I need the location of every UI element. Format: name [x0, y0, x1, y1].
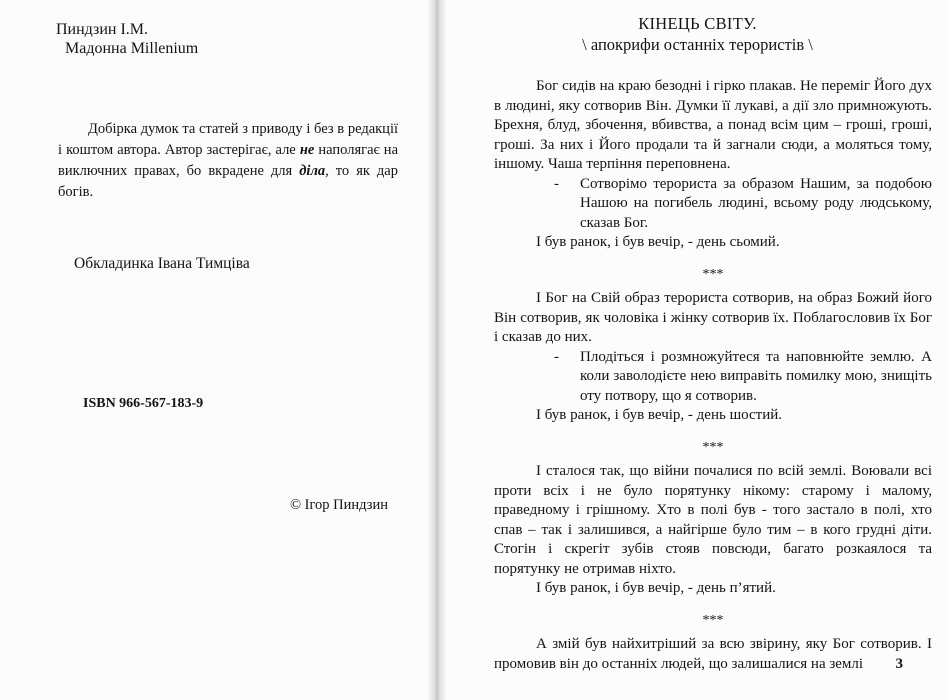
cover-credit: Обкладинка Івана Тимціва: [74, 255, 250, 272]
description-text-end: , то як дар богів.: [58, 163, 398, 200]
description-emphasis-deed: діла: [299, 163, 326, 179]
paragraph-3: І сталося так, що війни почалися по всій землі. Воювали всі проти всіх і не було порятунку нікому: старому і малому, праведному і грішному. Хто в полі був - того застало в полі, хто спав – так і залишився, а найгірше було тим – в кого грудні діти. Стогін і скрегіт зубів стояв повсюди, багато розкаялося та порятунку не отримав ніхто.: [494, 463, 932, 577]
description-text-middle: наполягає на виключних правах, бо вкрадене для: [58, 142, 398, 179]
day-line-5: І був ранок, і був вечір, - день п’ятий.: [536, 580, 776, 596]
speech-2-text: Плодіться і розмножуйтеся та наповнюйте землю. А коли заволодієте нею виправіть помилку мою, знищіть оту потвору, що я сотворив.: [580, 348, 932, 404]
speech-1-text: Сотворімо терориста за образом Нашим, за подобою Нашою на погибель людині, всьому роду людському, сказав Бог.: [580, 175, 932, 231]
speech-1: [554, 175, 932, 234]
copyright-notice: © Ігор Пиндзин: [290, 497, 388, 513]
page-number: 3: [895, 656, 903, 672]
chapter-subtitle: \ апокрифи останніх терористів \: [582, 35, 813, 54]
description-emphasis-not: не: [299, 142, 315, 158]
isbn: ISBN 966-567-183-9: [83, 396, 204, 411]
day-line-7: І був ранок, і був вечір, - день сьомий.: [536, 234, 780, 250]
author-name: Пиндзин І.М.: [56, 21, 149, 38]
paragraph-2: І Бог на Свій образ терориста сотворив, на образ Божий його Він сотворив, як чоловіка і жінку сотворив їх. Поблагословив їх Бог і сказав до них.: [494, 290, 932, 345]
section-separator: ***: [702, 266, 724, 282]
book-description: [58, 119, 398, 203]
section-separator: ***: [702, 439, 724, 455]
chapter-body: [494, 77, 932, 674]
description-text-start: Добірка думок та статей з приводу і без в редакції і коштом автора. Автор застерігає, але: [58, 121, 398, 158]
section-separator: ***: [702, 612, 724, 628]
speech-2: [554, 348, 932, 407]
chapter-title: КІНЕЦЬ СВІТУ.: [638, 14, 757, 33]
book-gutter: [428, 0, 446, 700]
speech-dash: -: [554, 175, 559, 192]
right-page: [446, 0, 949, 700]
speech-dash: -: [554, 348, 559, 365]
day-line-6: І був ранок, і був вечір, - день шостий.: [536, 407, 783, 423]
book-title: Мадонна Millenium: [65, 40, 199, 57]
paragraph-1: Бог сидів на краю безодні і гірко плакав. Не переміг Його дух в людині, яку сотворив Він. Думки її лукаві, а дії зло примножують. Брехня, блуд, збочення, вбивства, а понад всім цим – гроші, гроші, гроші. За них і Його продали та й загнали сюди, а моляться тому, іншому. Чаша терпіння переповнена.: [494, 78, 932, 172]
paragraph-4: А змій був найхитріший за всю звірину, яку Бог сотворив. І промовив він до останніх людей, що залишалися на землі: [494, 636, 932, 672]
left-page: [0, 0, 432, 700]
